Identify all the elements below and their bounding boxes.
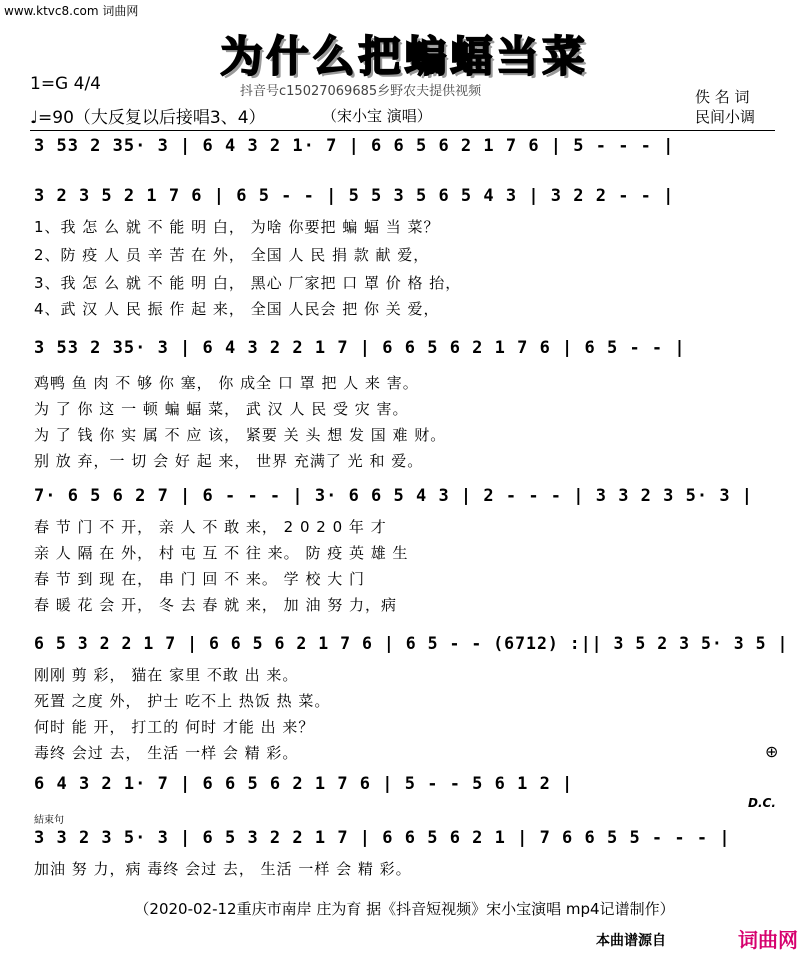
- lyric-line: 春 节 门 不 开， 亲 人 不 敢 来， 2 0 2 0 年 才: [34, 518, 387, 536]
- notation-row-4: 7· 6 5 6 2 7 | 6 - - - | 3· 6 6 5 4 3 | 2 - - - | 3 3 2 3 5· 3 |: [34, 486, 754, 506]
- notation-row-2: 3 2 3 5 2 1 7 6 | 6 5 - - | 5 5 3 5 6 5 4 3 | 3 2 2 - - |: [34, 186, 675, 206]
- notation-row-3: 3 53 2 35· 3 | 6 4 3 2 2 1 7 | 6 6 5 6 2 1 7 6 | 6 5 - - |: [34, 338, 686, 358]
- video-source: 抖音号c15027069685乡野农夫提供视频: [240, 84, 482, 99]
- lyric-line: 刚刚 剪 彩， 猫在 家里 不敢 出 来。: [34, 666, 299, 684]
- lyric-line: 加油 努 力，病 毒终 会过 去， 生活 一样 会 精 彩。: [34, 860, 412, 878]
- singer-credit: （宋小宝 演唱）: [322, 107, 432, 125]
- lyric-line: 2、防 疫 人 员 辛 苦 在 外， 全国 人 民 捐 款 献 爱，: [34, 246, 430, 264]
- lyric-line: 鸡鸭 鱼 肉 不 够 你 塞， 你 成全 口 罩 把 人 来 害。: [34, 374, 419, 392]
- notation-row-1: 3 53 2 35· 3 | 6 4 3 2 1· 7 | 6 6 5 6 2 1 7 6 | 5 - - - |: [34, 136, 675, 156]
- lyric-line: 春 暖 花 会 开， 冬 去 春 就 来， 加 油 努 力，病: [34, 596, 397, 614]
- song-title: 为什么把蝙蝠当菜: [220, 32, 589, 81]
- transcription-note: （2020-02-12重庆市南岸 庄为育 据《抖音短视频》宋小宝演唱 mp4记谱制作）: [134, 900, 675, 918]
- key-signature: 1=G 4/4: [30, 74, 101, 94]
- lyric-line: 3、我 怎 么 就 不 能 明 白， 黑心 厂家把 口 罩 价 格 抬，: [34, 274, 462, 292]
- lyric-line: 死置 之度 外， 护士 吃不上 热饭 热 菜。: [34, 692, 331, 710]
- lyric-line: 1、我 怎 么 就 不 能 明 白， 为啥 你要把 蝙 蝠 当 菜？: [34, 218, 440, 236]
- lyric-line: 别 放 弃，一 切 会 好 起 来， 世界 充满了 光 和 爱。: [34, 452, 424, 470]
- lyric-line: 为 了 你 这 一 顿 蝙 蝠 菜， 武 汉 人 民 受 灾 害。: [34, 400, 409, 418]
- notation-row-5: 6 5 3 2 2 1 7 | 6 6 5 6 2 1 7 6 | 6 5 - - (6712) :|| 3 5 2 3 5· 3 5 |: [34, 634, 789, 653]
- lyric-line: 为 了 钱 你 实 属 不 应 该， 紧要 关 头 想 发 国 难 财。: [34, 426, 447, 444]
- lyric-line: 亲 人 隔 在 外， 村 屯 互 不 往 来。 防 疫 英 雄 生: [34, 544, 409, 562]
- lyric-line: 何时 能 开， 打工的 何时 才能 出 来？: [34, 718, 315, 736]
- notation-row-7: 3 3 2 3 5· 3 | 6 5 3 2 2 1 7 | 6 6 5 6 2 1 | 7 6 6 5 5 - - - |: [34, 828, 731, 848]
- tempo-marking: ♩=90（大反复以后接唱3、4）: [30, 108, 266, 128]
- site-logo: 词曲网: [738, 928, 798, 952]
- staff-rule: [30, 130, 775, 131]
- notation-row-6: 6 4 3 2 1· 7 | 6 6 5 6 2 1 7 6 | 5 - - 5 6 1 2 |: [34, 774, 574, 794]
- dc-marking: D.C.: [748, 796, 776, 810]
- ending-label: 結束句: [34, 815, 64, 826]
- genre-credit: 民间小调: [695, 108, 756, 126]
- coda-sign-icon: ⊕: [765, 742, 779, 761]
- source-label: 本曲谱源自: [596, 933, 666, 949]
- lyric-line: 4、武 汉 人 民 振 作 起 来， 全国 人民会 把 你 关 爱，: [34, 300, 440, 318]
- lyric-line: 春 节 到 现 在， 串 门 回 不 来。 学 校 大 门: [34, 570, 365, 588]
- site-url: www.ktvc8.com 词曲网: [4, 4, 139, 18]
- lyricist-credit: 佚 名 词: [695, 88, 750, 106]
- lyric-line: 毒终 会过 去， 生活 一样 会 精 彩。: [34, 744, 299, 762]
